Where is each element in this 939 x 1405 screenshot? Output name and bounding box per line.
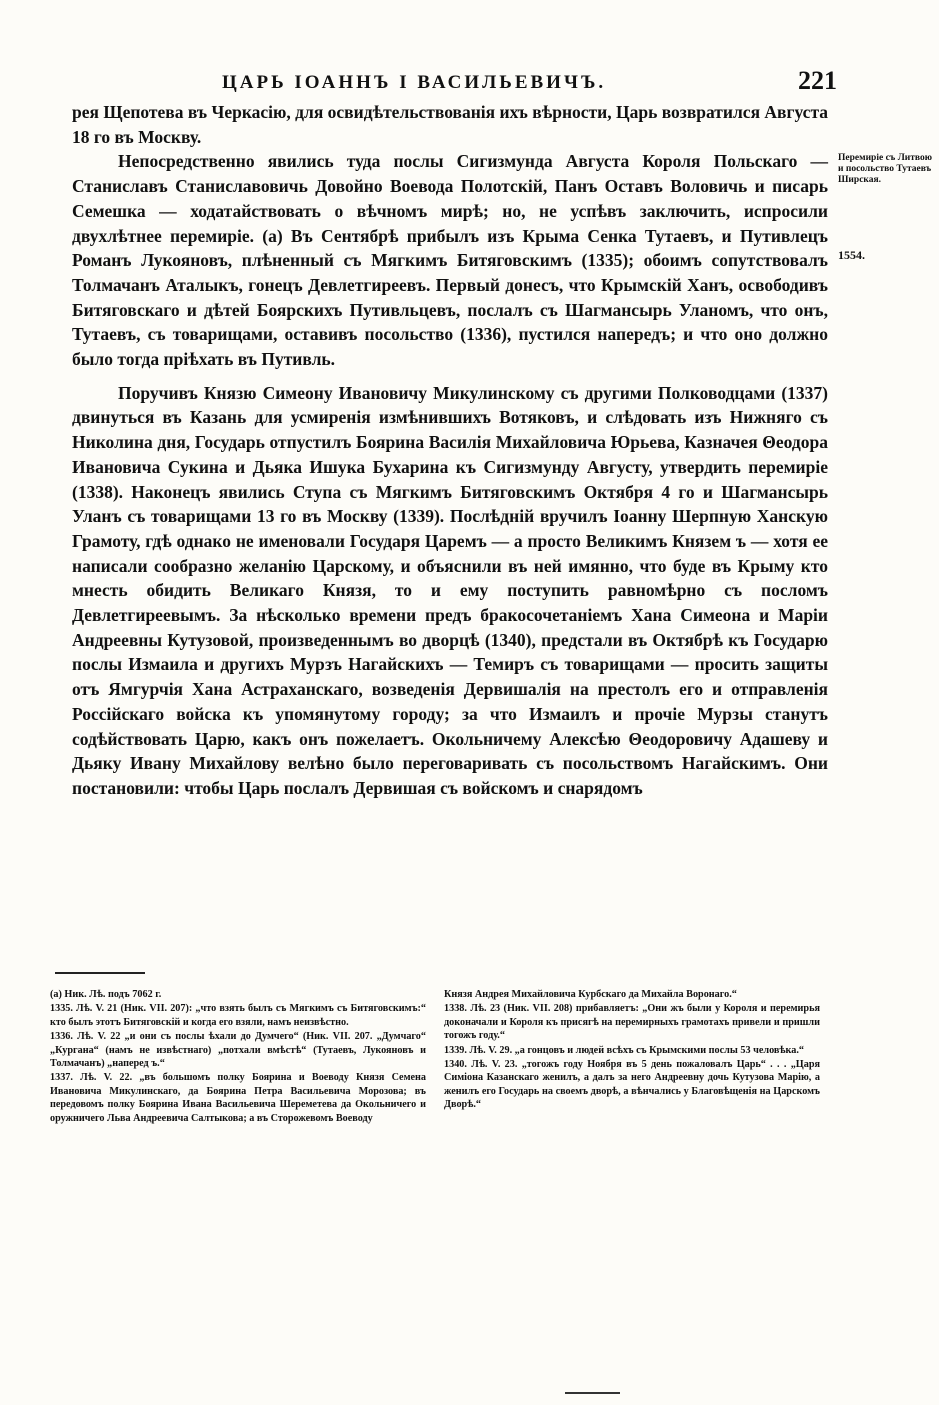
paragraph: Непосредственно явились туда послы Сигизмунда Августа Короля Польскаго — Станиславъ Станиславовичь Довойно Воевода Полотскій, Панъ Оставъ Воловичь и писарь Семешка — ходатайствовать о вѣчномъ мирѣ; но, не успѣвъ заключить, испросили двухлѣтнее перемиріе. (а) Въ Сентябрѣ прибылъ изъ Крыма Сенка Тутаевъ, и Путивлецъ Романъ Лукояновъ, плѣненный съ Мягкимъ Битяговскимъ (1335); обоимъ сопутствовалъ Толмачанъ Аталыкъ, гонецъ Девлетгиреевъ. Первый донесъ, что Крымскій Ханъ, освободивъ Битяговскаго и дѣтей Боярскихъ Путивльцевъ, послалъ съ Шагмансырь Уланомъ, что онъ, Тутаевъ, съ товарищами, оставивъ посольство (1336), пустился напередъ; и что оно должно было тогда пріѣхать въ Путивль. bbox=[72, 151, 828, 370]
footnote: 1336. Лѣ. V. 22 „и они съ послы ѣхали до Думчего“ (Ник. VII. 207. „Думчаго“ „Кургана“ (намъ не извѣстнаго) „потхали вмѣстѣ“ (Тутаевъ, Лукояновъ и Толмачанъ) „наперед ъ.“ bbox=[50, 1031, 426, 1070]
footnotes bbox=[50, 988, 820, 1126]
footnote: 1337. Лѣ. V. 22. „въ большомъ полку Боярина и Воеводу Князя Семена Ивановича Микулинскаго, да Боярина Петра Васильевича Морозова; въ передовомъ полку Боярина Ивана Васильевича Шереметева да Окольничего и оружничего Льва Андреевича Салтыкова; а въ Сторожевомъ Воеводу bbox=[50, 1072, 426, 1124]
footnote: Князя Андрея Михайловича Курбскаго да Михайла Воронаго.“ bbox=[444, 989, 737, 1000]
footnote: 1339. Лѣ. V. 29. „а гонцовъ и людей всѣхъ съ Крымскими послы 53 человѣка.“ bbox=[444, 1044, 804, 1056]
paragraph-continuation: рея Щепотева въ Черкасію, для освидѣтельствованія ихъ вѣрности, Царь возвратился Августа 18 го въ Москву. bbox=[72, 102, 828, 147]
footnote: 1338. Лѣ. 23 (Ник. VII. 208) прибавляетъ: „Они жъ были у Короля и перемирья доконачали и Короля къ присягѣ на перемирныхъ грамотахъ привели и пришли тогожъ году.“ bbox=[444, 1003, 820, 1042]
footnotes-left-column bbox=[50, 988, 426, 1126]
running-title: ЦАРЬ ІОАННЪ І ВАСИЛЬЕВИЧЪ. bbox=[222, 72, 607, 93]
margin-note: Перемиріе съ Литвою и посольство Тутаевъ Ширская. bbox=[838, 153, 932, 185]
footnote: (а) Ник. Лѣ. подъ 7062 г. bbox=[50, 989, 162, 1000]
footnote: 1340. Лѣ. V. 23. „тогожъ году Ноября въ 5 день пожаловалъ Царь“ . . . „Царя Симіона Казанскаго женилъ, а далъ за него Андреевну дочь Кутузова Марію, а женилъ его Государь на своемъ дворѣ, а вѣнчались у Благовѣщенія на Царскомъ Дворѣ.“ bbox=[444, 1059, 820, 1111]
main-text bbox=[72, 100, 828, 801]
paragraph: Поручивъ Князю Симеону Ивановичу Микулинскому съ другими Полководцами (1337) двинуться въ Казань для усмиренія измѣнившихъ Вотяковъ, и слѣдовать изъ Нижняго съ Николина дня, Государь отпустилъ Боярина Василія Михайловича Юрьева, Казначея Θеодора Ивановича Сукина и Дьяка Ишука Бухарина къ Сигизмунду Августу, утвердить перемиріе (1338). Наконецъ явились Ступа съ Мягкимъ Битяговскимъ Октября 4 го и Шагмансырь Уланъ съ товарищами 13 го въ Москву (1339). Послѣдній вручилъ Іоанну Шерпную Ханскую Грамоту, гдѣ однако не именовали Государя Царемъ — а просто Великимъ Князем ъ — хотя ее написали сообразно желанію Царскому, и объяснили въ ней имянно, что буде въ Крыму кто мнесть обидить Великаго Князя, то и ему поступить равномѣрно съ посломъ Девлетгиреевымъ. За нѣсколько времени предъ бракосочетаніемъ Хана Симеона и Маріи Андреевны Кутузовой, произведеннымъ во дворцѣ (1340), предстали въ Октябрѣ къ Государю послы Измаила и другихъ Мурзъ Нагайскихъ — Темиръ съ товарищами — просить защиты отъ Ямгурчія Хана Астраханскаго, возведенія Дервишалія на престолъ его и отправленія Россійскаго войска къ упомянутому городу; за что Измаилъ и прочіе Мурзы станутъ содѣйствовать Царю, какъ онъ пожелаетъ. Окольничему Алексѣю Θеодоровичу Адашеву и Дьяку Ивану Михайлову велѣно было переговаривать съ посольствомъ Нагайскимъ. Они постановили: чтобы Царь послалъ Дервишая съ войскомъ и снарядомъ bbox=[72, 382, 828, 798]
page-number: 221 bbox=[798, 66, 837, 95]
footnotes-right-column bbox=[444, 988, 820, 1126]
bottom-dash bbox=[565, 1392, 620, 1394]
footnote: 1335. Лѣ. V. 21 (Ник. VII. 207): „что взять былъ съ Мягкимъ съ Битяговскимъ:“ кто былъ этотъ Битяговскій и когда его взяли, намъ неизвѣстно. bbox=[50, 1003, 426, 1028]
footnote-rule bbox=[55, 972, 145, 974]
page-header bbox=[72, 62, 837, 102]
margin-year: 1554. bbox=[838, 248, 865, 262]
